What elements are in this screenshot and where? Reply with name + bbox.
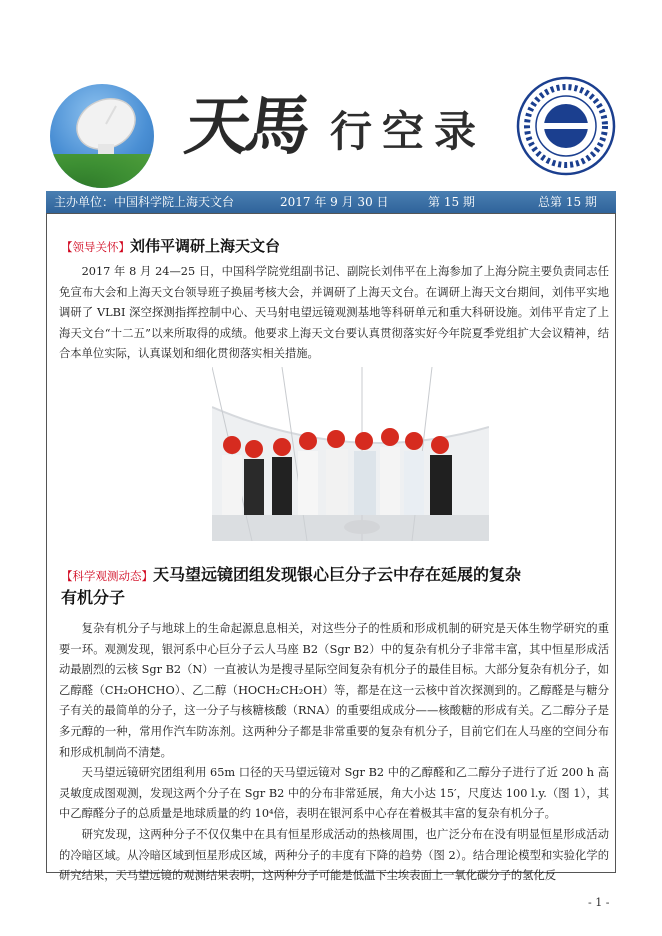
observatory-seal-logo — [516, 76, 616, 176]
group-photo-illustration — [212, 367, 489, 541]
radio-telescope-logo — [50, 84, 154, 188]
article1-title: 刘伟平调研上海天文台 — [130, 237, 281, 255]
tree-line — [50, 154, 154, 188]
content-frame — [46, 213, 616, 883]
article2-paragraph-1: 复杂有机分子与地球上的生命起源息息相关，对这些分子的性质和形成机制的研究是天体生物学研究的重要一环。观测发现，银河系中心巨分子云人马座 B2（Sgr B2）中的复杂有机分子非常丰富，其中恒星形成活动最剧烈的云核 Sgr B2（N）一直被认为是搜寻星际空间复杂有机分子的最佳目标。大部分复杂有机分子，如乙醇醛（CH₂OHCHO）、乙二醇（HOCH₂CH₂OH）等，都是在这一云核中首次探测到的。乙醇醛是与糖分子有关的最简单的分子，这一分子与核糖核酸（RNA）的重要组成成分——核酸糖的形成有关。乙二醇分子是多元醇的一种，常用作汽车防冻剂。这两种分子都是非常重要的复杂有机分子，目前它们在人马座的空间分布和形成机制尚不清楚。 — [59, 622, 609, 759]
masthead-title-main: 天馬 — [180, 89, 312, 164]
issue-date: 2017 年 9 月 30 日 — [280, 195, 389, 209]
article2-paragraph-2: 天马望远镜研究团组利用 65m 口径的天马望远镜对 Sgr B2 中的乙醇醛和乙二醇分子进行了近 200 h 高灵敏度成图观测，发现这两个分子在 Sgr B2 中的分布非常延展，角大小达 15′，尺度达 100 l.y.（图 1），其中乙醇醛分子的总质量是地球质量的约 10⁴倍，表明在银河系中心存在着极其丰富的复杂有机分子。 — [59, 766, 609, 821]
article2-title-line1: 天马望远镜团组发现银心巨分子云中存在延展的复杂 — [153, 565, 522, 584]
masthead-title-sub: 行空录 — [330, 107, 487, 156]
article1-tag: 【领导关怀】 — [61, 240, 130, 254]
article2-title-line2: 有机分子 — [61, 588, 126, 607]
issue-banner — [46, 191, 616, 213]
article2-tag: 【科学观测动态】 — [61, 569, 153, 583]
article1-headline — [61, 236, 280, 257]
article1-body: 2017 年 8 月 24—25 日，中国科学院党组副书记、副院长刘伟平在上海参加了上海分院主要负责同志任免宣布大会和上海天文台领导班子换届考核大会，并调研了上海天文台。在调研上海天文台期间，刘伟平实地调研了 VLBI 深空探测指挥控制中心、天马射电望远镜观测基地等科研单元和重大科研设施。刘伟平肯定了上海天文台“十二五”以来所取得的成绩。他要求上海天文台要认真贯彻落实好今年院夏季党组扩大会议精神，结合本单位实际，认真谋划和细化贯彻落实相关措施。 — [59, 265, 609, 361]
leaders-group-photo — [212, 367, 489, 541]
masthead — [0, 0, 662, 190]
issue-number: 第 15 期 — [428, 195, 475, 209]
page-number: - 1 - — [588, 896, 610, 909]
article2-headline — [61, 564, 611, 609]
article2-paragraph-3: 研究发现，这两种分子不仅仅集中在具有恒星形成活动的热核周围，也广泛分布在没有明显恒星形成活动的冷暗区域。从冷暗区域到恒星形成区域，两种分子的丰度有下降的趋势（图 2）。结合理论模型和实验化学的研究结果，天马望远镜的观测结果表明，这两种分子可能是低温下尘埃表面上一氧化碳分子的氢化反 — [59, 828, 609, 883]
organizer-label: 主办单位：中国科学院上海天文台 — [54, 195, 235, 209]
total-issue-number: 总第 15 期 — [538, 195, 597, 209]
